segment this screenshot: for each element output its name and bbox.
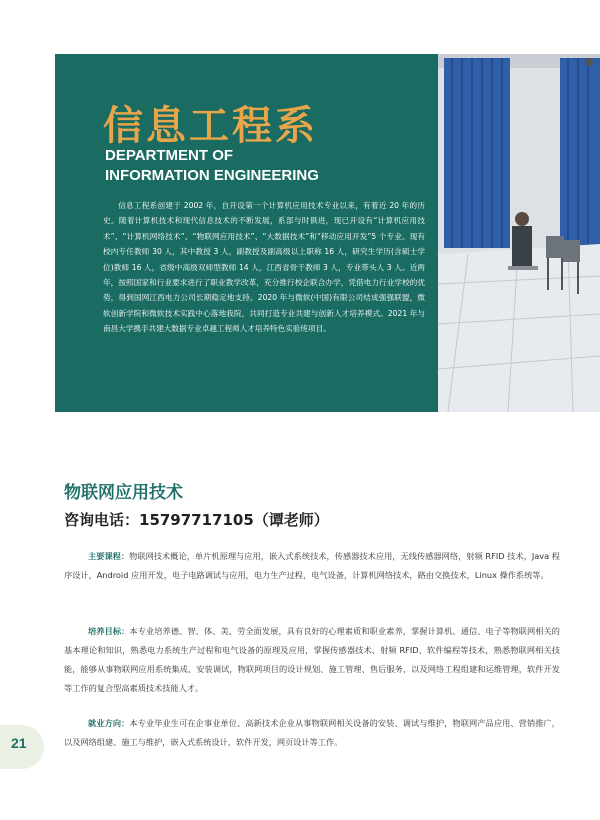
classroom-illustration: [438, 54, 600, 412]
department-title-en-line2: INFORMATION ENGINEERING: [105, 167, 319, 184]
courses-text: 物联网技术概论，单片机原理与应用，嵌入式系统技术，传感器技术应用，无线传感器网络，射频 RFID 技术，Java 程序设计，Android 应用开发，电子电路调试与应用，电力生产过程，电气设备，计算机网络技术，路由交换技术，Linux 操作系统等。: [64, 551, 560, 580]
career-block: [64, 714, 560, 752]
goal-text: 本专业培养德、智、体、美、劳全面发展，具有良好的心理素质和职业素养，掌握计算机、通信、电子等物联网相关的基本理论和知识，熟悉电力系统生产过程和电气设备的原理及应用，掌握传感器技术、射频 RFID、软件编程等技术，熟悉物联网相关技能，能够从事物联网应用系统集成、安装调试，物联网项目的设计规划、施工管理、售后服务，以及网络工程组建和运维管理，软件开发等工作的复合型高素质技术技能人才。: [64, 626, 560, 693]
hero-banner: [55, 54, 600, 412]
department-intro: 信息工程系创建于 2002 年，自开设第一个计算机应用技术专业以来，有着近 20 年的历史。随着计算机技术和现代信息技术的不断发展，系部与时俱进，现已开设有“计算机应用技术”、“计算机网络技术”、“物联网应用技术”、“大数据技术”和“移动应用开发”5 个专业。现有校内专任教师 30 人，其中教授 3 人，副教授及副高级以上职称 16 人，研究生学历(含硕士学位)教师 16 人，省级中高级双师型教师 14 人，江西省骨干教师 3 人，专业带头人 3 人。近两年，按照国家和行业要求进行了职业教学改革，充分推行校企联合办学，凭借电力行业学校的优势，得到国网江西电力公司长期稳定地支持。2020 年与微软(中国)有限公司结成强强联盟，微软创新学院和微软技术实践中心落地我院，共同打造专业共建与创新人才培养模式。2021 年与南昌大学携手共建大数据专业卓越工程师人才培养特色实验班项目。: [103, 201, 425, 334]
department-title-en-line1: DEPARTMENT OF: [105, 147, 234, 164]
department-title-en: [105, 146, 319, 186]
consult-phone: 咨询电话：15797717105（谭老师）: [64, 511, 329, 529]
department-title-cn: 信息工程系: [103, 103, 318, 149]
program-title: 物联网应用技术: [64, 483, 183, 503]
department-panel: [55, 54, 438, 412]
goal-label: 培养目标：: [88, 626, 130, 636]
classroom-photo: [438, 54, 600, 412]
courses-label: 主要课程：: [88, 551, 130, 561]
page-number: 21: [11, 735, 27, 751]
career-text: 本专业毕业生可在企事业单位、高新技术企业从事物联网相关设备的安装、调试与维护，物联网产品应用、营销推广，以及网络组建、施工与维护，嵌入式系统设计，软件开发，网页设计等工作。: [64, 718, 560, 747]
courses-block: [64, 547, 560, 585]
goal-block: [64, 622, 560, 698]
career-label: 就业方向：: [88, 718, 130, 728]
